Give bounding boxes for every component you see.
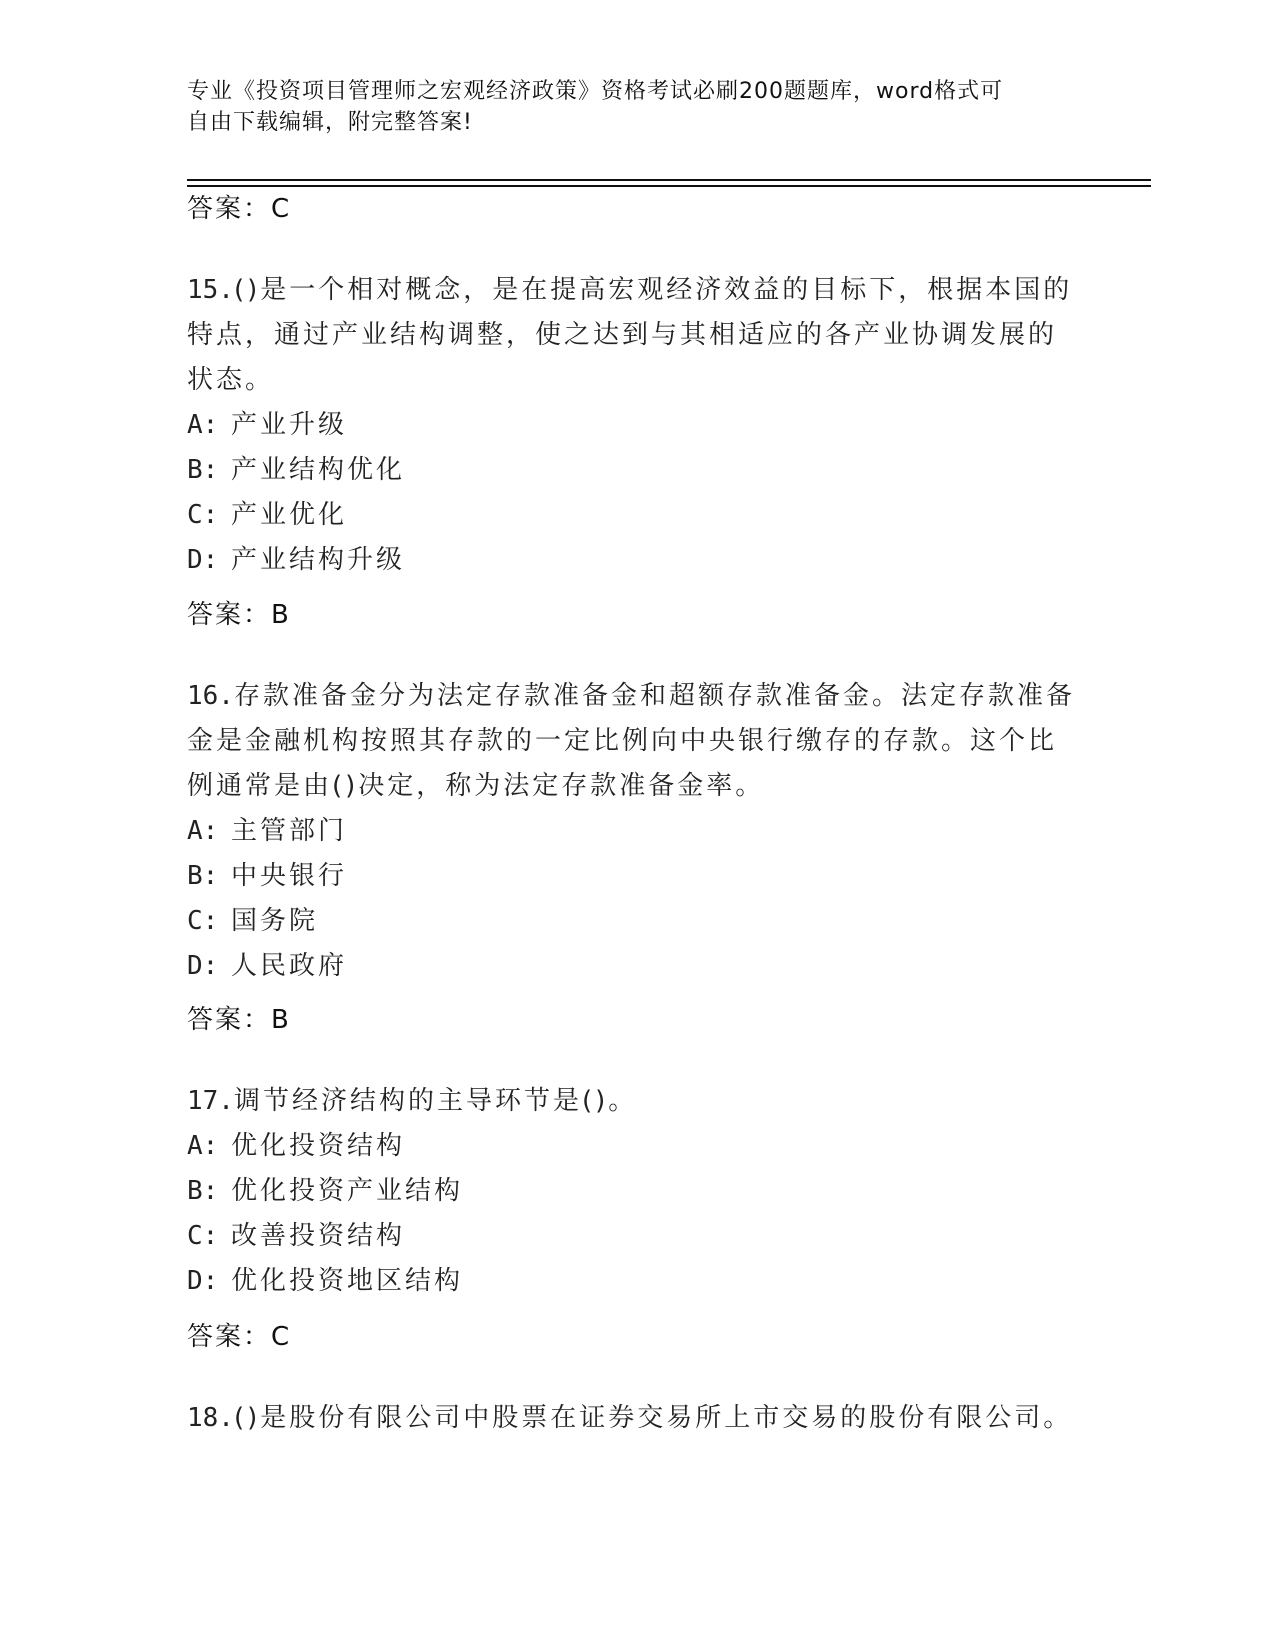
question-16-option-b bbox=[187, 860, 347, 892]
option-text: 人民政府 bbox=[231, 951, 348, 981]
question-16-option-d bbox=[187, 950, 347, 982]
question-17-line-1 bbox=[187, 1085, 637, 1117]
question-text: 存款准备金分为法定存款准备金和超额存款准备金。法定存款准备 bbox=[233, 681, 1075, 711]
question-17-answer: 答案：C bbox=[187, 1322, 292, 1352]
question-number: 15. bbox=[187, 275, 234, 305]
question-15-line-1 bbox=[187, 274, 1072, 306]
option-text: 改善投资结构 bbox=[231, 1221, 406, 1251]
question-16-line-2: 金是金融机构按照其存款的一定比例向中央银行缴存的存款。这个比 bbox=[187, 726, 1058, 756]
option-label: B: bbox=[187, 1176, 219, 1206]
question-15-option-b bbox=[187, 454, 405, 486]
question-text: ()是一个相对概念，是在提高宏观经济效益的目标下，根据本国的 bbox=[233, 275, 1073, 305]
option-text: 中央银行 bbox=[231, 861, 348, 891]
question-17-option-d bbox=[187, 1265, 463, 1297]
question-number: 17. bbox=[187, 1086, 234, 1116]
option-label: D: bbox=[187, 951, 219, 981]
question-18-line-1 bbox=[187, 1402, 1072, 1434]
option-label: C: bbox=[187, 906, 219, 936]
option-text: 产业结构升级 bbox=[231, 545, 406, 575]
option-text: 主管部门 bbox=[231, 816, 348, 846]
previous-answer: 答案：C bbox=[187, 194, 292, 224]
question-16-line-3: 例通常是由()决定，称为法定存款准备金率。 bbox=[187, 771, 765, 801]
question-15-option-d bbox=[187, 544, 405, 576]
header-line-2: 自由下载编辑，附完整答案! bbox=[187, 110, 473, 135]
question-17-option-b bbox=[187, 1175, 463, 1207]
option-text: 产业优化 bbox=[231, 500, 348, 530]
option-label: A: bbox=[187, 410, 219, 440]
option-label: B: bbox=[187, 861, 219, 891]
question-16-answer: 答案：B bbox=[187, 1005, 291, 1035]
question-17-option-c bbox=[187, 1220, 405, 1252]
question-text: ()是股份有限公司中股票在证券交易所上市交易的股份有限公司。 bbox=[233, 1403, 1073, 1433]
question-15-line-3: 状态。 bbox=[187, 365, 275, 395]
question-15-line-2: 特点，通过产业结构调整，使之达到与其相适应的各产业协调发展的 bbox=[187, 320, 1058, 350]
question-text: 调节经济结构的主导环节是()。 bbox=[233, 1086, 638, 1116]
option-label: C: bbox=[187, 500, 219, 530]
question-number: 16. bbox=[187, 681, 234, 711]
question-number: 18. bbox=[187, 1403, 234, 1433]
header-line-1: 专业《投资项目管理师之宏观经济政策》资格考试必刷200题题库，word格式可 bbox=[187, 79, 1004, 104]
question-16-option-a bbox=[187, 815, 347, 847]
option-label: D: bbox=[187, 545, 219, 575]
question-16-line-1 bbox=[187, 680, 1075, 712]
option-text: 优化投资结构 bbox=[231, 1131, 406, 1161]
question-17-option-a bbox=[187, 1130, 405, 1162]
option-label: A: bbox=[187, 1131, 219, 1161]
document-header bbox=[187, 76, 1067, 138]
option-label: C: bbox=[187, 1221, 219, 1251]
option-label: A: bbox=[187, 816, 219, 846]
question-15-option-a bbox=[187, 409, 347, 441]
question-15-option-c bbox=[187, 499, 347, 531]
question-16-option-c bbox=[187, 905, 318, 937]
option-text: 优化投资地区结构 bbox=[231, 1266, 464, 1296]
option-label: D: bbox=[187, 1266, 219, 1296]
header-divider-thin bbox=[187, 185, 1151, 187]
option-text: 优化投资产业结构 bbox=[231, 1176, 464, 1206]
option-label: B: bbox=[187, 455, 219, 485]
header-divider bbox=[187, 179, 1151, 181]
question-15-answer: 答案：B bbox=[187, 600, 291, 630]
option-text: 产业升级 bbox=[231, 410, 348, 440]
option-text: 国务院 bbox=[231, 906, 319, 936]
option-text: 产业结构优化 bbox=[231, 455, 406, 485]
